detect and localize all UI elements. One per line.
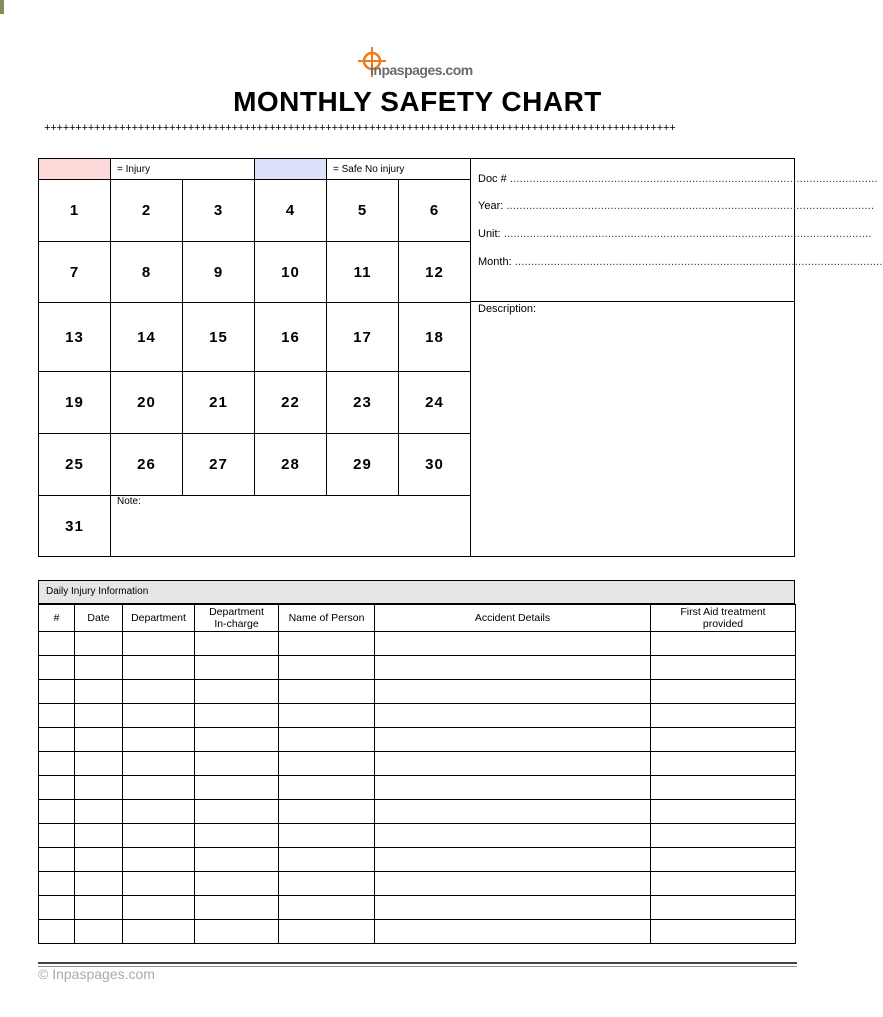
- day-cell[interactable]: 12: [399, 242, 471, 302]
- table-cell[interactable]: [279, 704, 375, 728]
- table-cell[interactable]: [375, 728, 651, 752]
- table-cell[interactable]: [123, 824, 195, 848]
- table-cell[interactable]: [195, 872, 279, 896]
- table-cell[interactable]: [123, 680, 195, 704]
- table-cell[interactable]: [39, 752, 75, 776]
- table-cell[interactable]: [651, 776, 796, 800]
- table-cell[interactable]: [123, 920, 195, 944]
- note-label: Note:: [117, 496, 141, 507]
- table-cell[interactable]: [195, 824, 279, 848]
- table-cell[interactable]: [123, 800, 195, 824]
- day-cell[interactable]: 4: [255, 180, 327, 241]
- day-cell[interactable]: 3: [183, 180, 255, 241]
- table-cell[interactable]: [279, 848, 375, 872]
- table-cell[interactable]: [75, 776, 123, 800]
- table-cell[interactable]: [195, 776, 279, 800]
- table-cell[interactable]: [195, 848, 279, 872]
- year-dotted-line: .................................................................................................................: [506, 200, 875, 212]
- day-cell[interactable]: 11: [327, 242, 399, 302]
- table-cell[interactable]: [375, 632, 651, 656]
- day-cell[interactable]: 16: [255, 303, 327, 371]
- day-cell[interactable]: 23: [327, 372, 399, 433]
- logo: [358, 47, 478, 83]
- day-cell[interactable]: 17: [327, 303, 399, 371]
- table-cell[interactable]: [651, 872, 796, 896]
- table-row: [39, 680, 796, 704]
- table-cell[interactable]: [195, 680, 279, 704]
- safe-swatch: [255, 159, 327, 179]
- table-row: [39, 872, 796, 896]
- table-cell[interactable]: [651, 704, 796, 728]
- calendar-week-1: [39, 180, 471, 242]
- table-cell[interactable]: [279, 824, 375, 848]
- table-cell[interactable]: [375, 896, 651, 920]
- safe-legend-label: = Safe No injury: [327, 159, 471, 179]
- day-cell[interactable]: 21: [183, 372, 255, 433]
- unit-label: Unit:: [478, 228, 501, 240]
- table-cell[interactable]: [195, 656, 279, 680]
- table-cell[interactable]: [375, 680, 651, 704]
- table-cell[interactable]: [39, 824, 75, 848]
- table-row: [39, 704, 796, 728]
- year-field[interactable]: [478, 200, 875, 212]
- document-info-panel: [471, 159, 883, 302]
- day-cell[interactable]: 2: [111, 180, 183, 241]
- column-header: Date: [75, 605, 123, 632]
- table-cell[interactable]: [375, 776, 651, 800]
- doc-number-field[interactable]: [478, 173, 878, 185]
- day-cell[interactable]: 15: [183, 303, 255, 371]
- table-cell[interactable]: [651, 824, 796, 848]
- day-cell[interactable]: 7: [39, 242, 111, 302]
- day-cell[interactable]: 24: [399, 372, 471, 433]
- table-cell[interactable]: [39, 800, 75, 824]
- table-cell[interactable]: [195, 800, 279, 824]
- column-header: First Aid treatment provided: [651, 605, 796, 632]
- table-row: [39, 848, 796, 872]
- table-cell[interactable]: [75, 896, 123, 920]
- day-cell[interactable]: 28: [255, 434, 327, 495]
- day-cell[interactable]: 18: [399, 303, 471, 371]
- table-cell[interactable]: [195, 632, 279, 656]
- table-cell[interactable]: [75, 824, 123, 848]
- injury-table: [38, 604, 796, 944]
- table-cell[interactable]: [75, 752, 123, 776]
- daily-injury-section: [38, 580, 795, 944]
- table-cell[interactable]: [75, 632, 123, 656]
- table-cell[interactable]: [195, 896, 279, 920]
- table-cell[interactable]: [279, 776, 375, 800]
- calendar-week-6: [39, 496, 471, 556]
- calendar-week-4: [39, 372, 471, 434]
- day-cell[interactable]: 31: [39, 496, 111, 556]
- table-cell[interactable]: [75, 656, 123, 680]
- table-cell[interactable]: [651, 800, 796, 824]
- table-row: [39, 632, 796, 656]
- column-header: Department In-charge: [195, 605, 279, 632]
- calendar-section: [38, 158, 883, 557]
- table-cell[interactable]: [39, 680, 75, 704]
- table-cell[interactable]: [279, 656, 375, 680]
- table-cell[interactable]: [39, 848, 75, 872]
- day-cell[interactable]: 20: [111, 372, 183, 433]
- table-cell[interactable]: [279, 752, 375, 776]
- table-cell[interactable]: [123, 872, 195, 896]
- day-cell[interactable]: 22: [255, 372, 327, 433]
- injury-table-title: Daily Injury Information: [38, 580, 795, 604]
- table-cell[interactable]: [123, 632, 195, 656]
- table-cell[interactable]: [375, 656, 651, 680]
- day-cell[interactable]: 6: [399, 180, 471, 241]
- table-cell[interactable]: [279, 920, 375, 944]
- note-area[interactable]: [111, 496, 471, 556]
- day-cell[interactable]: 13: [39, 303, 111, 371]
- table-row: [39, 752, 796, 776]
- injury-table-body: [39, 632, 796, 944]
- table-cell[interactable]: [375, 800, 651, 824]
- table-cell[interactable]: [39, 872, 75, 896]
- table-cell[interactable]: [651, 656, 796, 680]
- month-dotted-line: .................................................................................................................: [514, 256, 883, 268]
- legend-row: [39, 159, 471, 180]
- divider-plus-row: +++++++++++++++++++++++++++++++++++++++++++++++++++++++++++++++++++++++++++++++++++++++++++++++++++++: [44, 123, 676, 135]
- table-cell[interactable]: [195, 728, 279, 752]
- table-cell[interactable]: [39, 704, 75, 728]
- table-row: [39, 896, 796, 920]
- table-cell[interactable]: [651, 728, 796, 752]
- page-title: MONTHLY SAFETY CHART: [233, 86, 602, 117]
- table-cell[interactable]: [123, 896, 195, 920]
- table-cell[interactable]: [651, 680, 796, 704]
- calendar-grid: [39, 159, 471, 556]
- table-cell[interactable]: [123, 776, 195, 800]
- table-cell[interactable]: [375, 848, 651, 872]
- day-cell[interactable]: 27: [183, 434, 255, 495]
- table-cell[interactable]: [375, 704, 651, 728]
- table-cell[interactable]: [123, 728, 195, 752]
- table-cell[interactable]: [279, 800, 375, 824]
- table-cell[interactable]: [123, 752, 195, 776]
- table-cell[interactable]: [75, 872, 123, 896]
- table-cell[interactable]: [39, 656, 75, 680]
- table-cell[interactable]: [75, 800, 123, 824]
- table-cell[interactable]: [651, 848, 796, 872]
- table-cell[interactable]: [651, 752, 796, 776]
- year-label: Year:: [478, 200, 504, 212]
- day-cell[interactable]: 8: [111, 242, 183, 302]
- injury-legend-label: = Injury: [111, 159, 255, 179]
- month-label: Month:: [478, 256, 512, 268]
- table-cell[interactable]: [279, 680, 375, 704]
- day-cell[interactable]: 10: [255, 242, 327, 302]
- table-cell[interactable]: [375, 752, 651, 776]
- column-header: Department: [123, 605, 195, 632]
- day-cell[interactable]: 19: [39, 372, 111, 433]
- table-cell[interactable]: [279, 896, 375, 920]
- injury-table-header-row: [39, 605, 796, 632]
- table-cell[interactable]: [279, 728, 375, 752]
- unit-dotted-line: .................................................................................................................: [503, 228, 872, 240]
- unit-field[interactable]: [478, 228, 872, 240]
- month-field[interactable]: [478, 256, 883, 268]
- description-label: Description:: [478, 303, 537, 315]
- day-cell[interactable]: 25: [39, 434, 111, 495]
- table-cell[interactable]: [123, 848, 195, 872]
- day-cell[interactable]: 5: [327, 180, 399, 241]
- table-cell[interactable]: [651, 896, 796, 920]
- calendar-week-2: [39, 242, 471, 303]
- table-cell[interactable]: [75, 728, 123, 752]
- footer-divider: [38, 962, 797, 964]
- day-cell[interactable]: 30: [399, 434, 471, 495]
- table-cell[interactable]: [75, 848, 123, 872]
- table-cell[interactable]: [279, 872, 375, 896]
- day-cell[interactable]: 26: [111, 434, 183, 495]
- table-cell[interactable]: [75, 680, 123, 704]
- day-cell[interactable]: 9: [183, 242, 255, 302]
- table-cell[interactable]: [375, 872, 651, 896]
- table-cell[interactable]: [39, 632, 75, 656]
- column-header: Accident Details: [375, 605, 651, 632]
- day-cell[interactable]: 29: [327, 434, 399, 495]
- table-row: [39, 824, 796, 848]
- table-cell[interactable]: [195, 752, 279, 776]
- day-cell[interactable]: 1: [39, 180, 111, 241]
- table-cell[interactable]: [651, 632, 796, 656]
- table-cell[interactable]: [651, 920, 796, 944]
- table-cell[interactable]: [123, 704, 195, 728]
- table-row: [39, 656, 796, 680]
- copyright-text: © Inpaspages.com: [38, 966, 155, 982]
- calendar-week-5: [39, 434, 471, 496]
- table-cell[interactable]: [39, 896, 75, 920]
- injury-swatch: [39, 159, 111, 179]
- table-cell[interactable]: [279, 632, 375, 656]
- table-cell[interactable]: [39, 728, 75, 752]
- calendar-week-3: [39, 303, 471, 372]
- table-cell[interactable]: [39, 776, 75, 800]
- table-cell[interactable]: [39, 920, 75, 944]
- table-cell[interactable]: [123, 656, 195, 680]
- table-cell[interactable]: [375, 920, 651, 944]
- day-cell[interactable]: 14: [111, 303, 183, 371]
- column-header: Name of Person: [279, 605, 375, 632]
- doc-number-label: Doc #: [478, 173, 507, 185]
- logo-text: inpaspages.com: [370, 62, 473, 78]
- table-row: [39, 800, 796, 824]
- table-row: [39, 776, 796, 800]
- corner-mark: [0, 0, 4, 14]
- doc-number-dotted-line: .................................................................................................................: [509, 173, 878, 185]
- table-row: [39, 920, 796, 944]
- table-cell[interactable]: [75, 920, 123, 944]
- table-cell[interactable]: [375, 824, 651, 848]
- table-cell[interactable]: [195, 920, 279, 944]
- table-cell[interactable]: [195, 704, 279, 728]
- table-row: [39, 728, 796, 752]
- table-cell[interactable]: [75, 704, 123, 728]
- column-header: #: [39, 605, 75, 632]
